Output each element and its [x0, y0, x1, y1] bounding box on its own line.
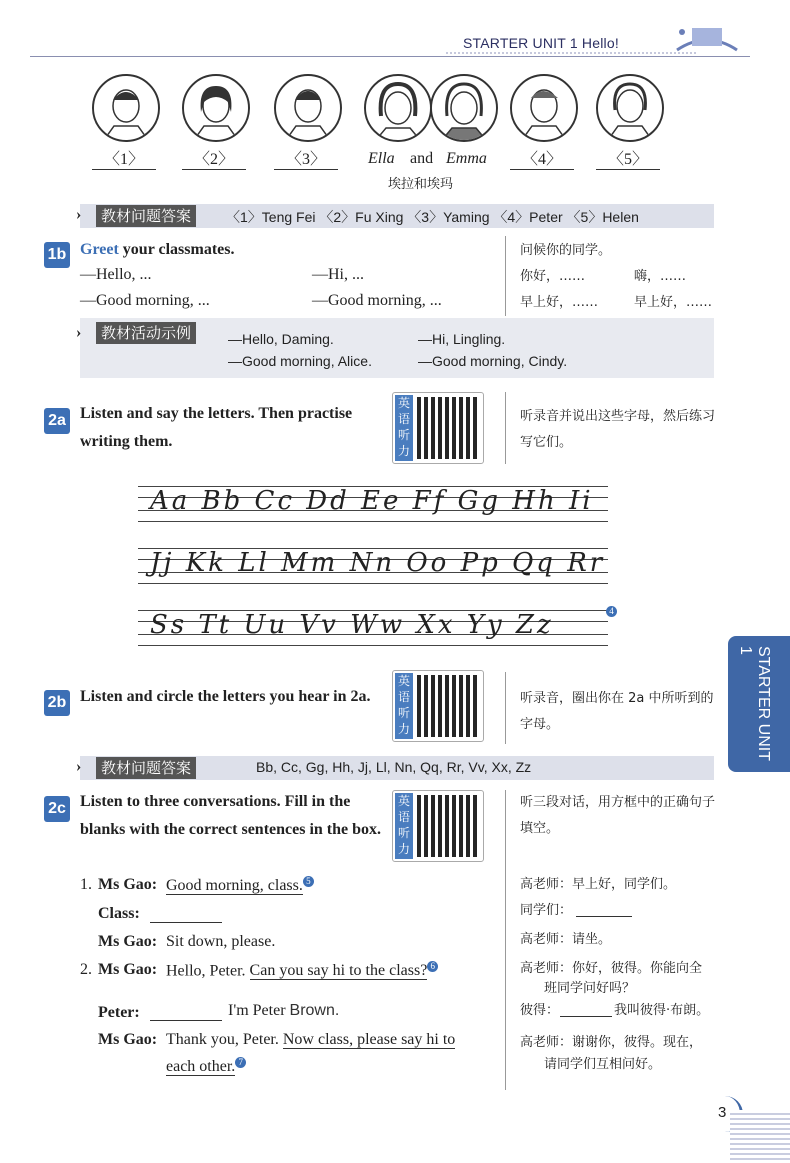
face-3	[274, 74, 342, 142]
face-2	[182, 74, 250, 142]
dialog-1b-4: —Good morning, ...	[312, 292, 442, 309]
answer-c2-3a: Now class, please say hi to	[282, 1031, 456, 1048]
section-badge-2a: 2a	[44, 408, 70, 434]
face-label-4: 〈4〉	[510, 146, 574, 170]
speaker-ms-gao-4: Ms Gao:	[98, 1031, 158, 1048]
line-c1-3: Sit down, please.	[166, 933, 276, 950]
qr-code-icon[interactable]	[417, 675, 479, 737]
line-c2-1a: Hello, Peter.	[166, 962, 246, 980]
face-label-1: 〈1〉	[92, 146, 156, 170]
arrow-icon: ›	[76, 324, 82, 341]
zh-2c-2: 同学们：	[520, 903, 573, 918]
line-c2-1	[166, 961, 438, 980]
zh-1b-4: 早上好，……	[634, 295, 713, 310]
zh-1b-2: 嗨，……	[634, 269, 687, 284]
emma-name: Emma	[446, 150, 487, 167]
face-4	[510, 74, 578, 142]
listening-label-2a: 英语听力	[395, 395, 413, 461]
speaker-class: Class:	[98, 905, 140, 922]
answers-text-2: Bb, Cc, Gg, Hh, Jj, Ll, Nn, Qq, Rr, Vv, Xx, Zz	[256, 759, 532, 775]
column-divider	[505, 392, 506, 464]
zh-1b-title: 问候你的同学。	[520, 243, 612, 258]
qr-code-icon[interactable]	[417, 795, 479, 857]
zh-1b-3: 早上好，……	[520, 295, 599, 310]
zh-2c-4: 高老师：你好，彼得。你能向全	[520, 961, 703, 976]
zh-2c-5: 班同学问好吗？	[544, 981, 636, 996]
zh-2c-3: 高老师：请坐。	[520, 932, 612, 947]
answers-tag-2: 教材问题答案	[96, 757, 196, 779]
zh-2b: 听录音，圈出你在 2a 中所听到的字母。	[520, 691, 714, 732]
note-marker-6: 6	[427, 961, 438, 972]
note-marker-7: 7	[235, 1057, 246, 1068]
letters-row-2: Jj Kk Ll Mm Nn Oo Pp Qq Rr	[150, 548, 606, 578]
qr-box-2a[interactable]	[392, 392, 484, 464]
ella-emma-caption: 埃拉和埃玛	[388, 177, 454, 192]
column-divider	[505, 790, 506, 1090]
instruction-1b	[80, 236, 235, 264]
answers-text: 〈1〉Teng Fei 〈2〉Fu Xing 〈3〉Yaming 〈4〉Peter 〈5〉Helen	[226, 209, 639, 225]
ella-name: Ella	[368, 150, 395, 167]
speaker-ms-gao-1: Ms Gao:	[98, 876, 158, 893]
zh-2c-title: 听三段对话，用方框中的正确句子填空。	[520, 795, 716, 836]
handwriting-row-3	[138, 608, 608, 646]
blank-zh-peter[interactable]	[560, 1016, 612, 1017]
line-c2-2	[228, 1002, 339, 1020]
face-ella	[364, 74, 432, 142]
listening-label-2c: 英语听力	[395, 793, 413, 859]
side-tab-label: STARTER UNIT 1	[737, 646, 772, 761]
line-c2-4	[166, 1057, 246, 1076]
and-word: and	[410, 150, 434, 167]
activity-line-4: —Good morning, Cindy.	[418, 353, 568, 369]
activity-line-1: —Hello, Daming.	[228, 331, 334, 347]
qr-code-icon[interactable]	[417, 397, 479, 459]
note-marker-4: 4	[606, 606, 617, 617]
answers-strip-1	[76, 204, 714, 228]
speaker-peter: Peter:	[98, 1004, 140, 1021]
qr-box-2c[interactable]	[392, 790, 484, 862]
unit-header-title: STARTER UNIT 1 Hello!	[463, 35, 619, 51]
answers-strip-2	[76, 756, 714, 780]
face-label-5: 〈5〉	[596, 146, 660, 170]
header-dots	[446, 52, 696, 54]
arrow-icon: ›	[76, 758, 82, 775]
line-c2-2a: I'm Peter	[228, 1002, 286, 1019]
section-badge-2c: 2c	[44, 796, 70, 822]
answer-c1-1: Good morning, class.	[166, 877, 303, 895]
letters-row-3: Ss Tt Uu Vv Ww Xx Yy Zz	[150, 610, 554, 640]
zh-1b-1: 你好，……	[520, 269, 586, 284]
zh-2c-1: 高老师：早上好，同学们。	[520, 877, 677, 892]
section-badge-2b: 2b	[44, 690, 70, 716]
column-divider	[505, 672, 506, 744]
header-rule	[30, 56, 750, 57]
handwriting-row-1	[138, 484, 608, 522]
listening-label-2b: 英语听力	[395, 673, 413, 739]
book-logo-icon	[672, 20, 742, 56]
instruction-2c: Listen to three conversations. Fill in the blanks with the correct sentences in the box.	[80, 793, 382, 838]
column-divider	[505, 236, 506, 316]
face-1	[92, 74, 160, 142]
qr-box-2b[interactable]	[392, 670, 484, 742]
zh-2c-6: 彼得：	[520, 1003, 560, 1018]
dialog-1b-1: —Hello, ...	[80, 266, 152, 283]
zh-2c-8: 高老师：谢谢你，彼得。现在，	[520, 1035, 703, 1050]
page-number: 3	[718, 1104, 727, 1121]
line-c2-3a: Thank you, Peter.	[166, 1031, 279, 1048]
letters-row-1: Aa Bb Cc Dd Ee Ff Gg Hh Ii	[150, 486, 594, 516]
zh-2c-9: 请同学们互相问好。	[544, 1057, 662, 1072]
answer-c2-3b: each other.	[166, 1058, 236, 1076]
face-5	[596, 74, 664, 142]
page-stack-decoration	[730, 1110, 790, 1160]
conversation-2-number: 2.	[80, 961, 92, 978]
activity-line-2: —Hi, Lingling.	[418, 331, 506, 347]
note-marker-5: 5	[303, 876, 314, 887]
instruction-2b: Listen and circle the letters you hear in 2a.	[80, 688, 371, 705]
handwritten-brown: Brown.	[289, 1002, 340, 1019]
activity-box	[76, 318, 714, 378]
dialog-1b-2: —Hi, ...	[312, 266, 364, 283]
blank-zh-class[interactable]	[576, 916, 632, 917]
dialog-1b-3: —Good morning, ...	[80, 292, 210, 309]
section-badge-1b: 1b	[44, 242, 70, 268]
instruction-2a: Listen and say the letters. Then practise writing them.	[80, 405, 353, 450]
arrow-icon: ›	[76, 206, 82, 223]
unit-side-tab[interactable]	[728, 636, 790, 772]
speaker-ms-gao-2: Ms Gao:	[98, 933, 158, 950]
instruction-1b-rest: your classmates.	[118, 241, 235, 258]
speaker-ms-gao-3: Ms Gao:	[98, 961, 158, 978]
face-emma	[430, 74, 498, 142]
greet-word: Greet	[80, 241, 119, 258]
answer-c2-1: Can you say hi to the class?	[249, 962, 428, 980]
face-label-2: 〈2〉	[182, 146, 246, 170]
handwriting-row-2	[138, 546, 608, 584]
blank-class[interactable]	[150, 922, 222, 923]
face-label-3: 〈3〉	[274, 146, 338, 170]
zh-2c-7: 我叫彼得·布朗。	[614, 1003, 710, 1018]
blank-peter[interactable]	[150, 1020, 222, 1021]
answers-tag: 教材问题答案	[96, 205, 196, 227]
conversation-1-number: 1.	[80, 876, 92, 893]
activity-line-3: —Good morning, Alice.	[228, 353, 372, 369]
line-c2-3	[166, 1031, 455, 1049]
line-c1-1	[166, 876, 314, 895]
activity-tag: 教材活动示例	[96, 322, 196, 344]
zh-2a: 听录音并说出这些字母，然后练习写它们。	[520, 409, 716, 450]
